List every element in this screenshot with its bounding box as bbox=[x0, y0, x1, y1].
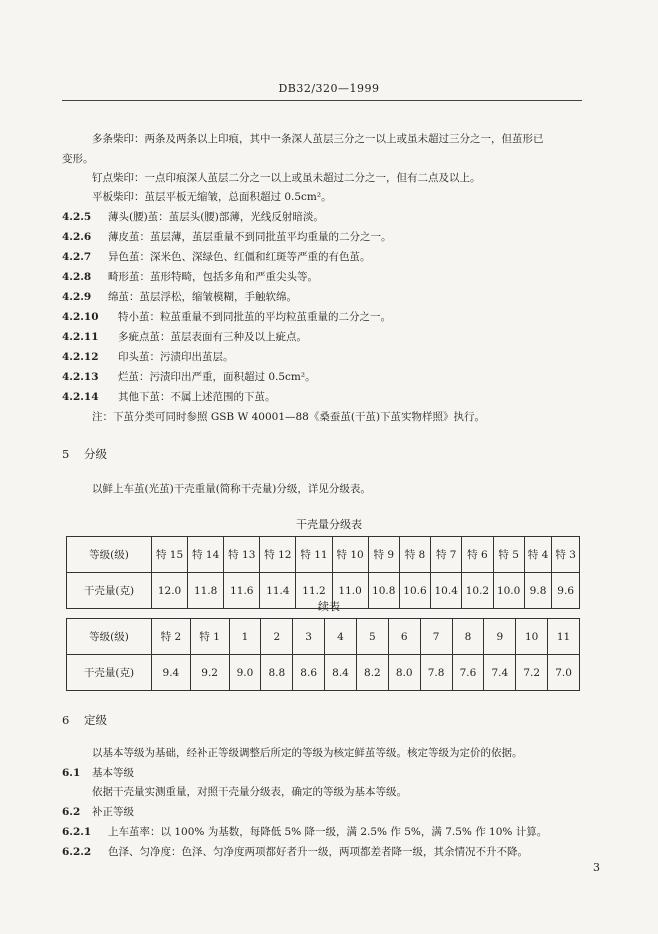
text-line: 依据干壳量实测重量，对照干壳量分级表，确定的等级为基本等级。 bbox=[92, 786, 407, 798]
table-cell: 8.2 bbox=[356, 655, 388, 691]
table-cell: 11.2 bbox=[296, 573, 332, 609]
table-cell: 7.0 bbox=[548, 655, 580, 691]
table-cell: 特 6 bbox=[462, 537, 493, 573]
table-caption: 续表 bbox=[318, 600, 340, 613]
table-cell: 特 13 bbox=[224, 537, 260, 573]
row-header: 干壳量(克) bbox=[67, 655, 152, 691]
item-number: 6.2.2 bbox=[62, 846, 92, 858]
table-cell: 9.4 bbox=[152, 655, 191, 691]
section-heading bbox=[62, 712, 107, 728]
item-number: 4.2.13 bbox=[62, 371, 99, 383]
table-cell: 特 3 bbox=[552, 537, 580, 573]
subsection-title: 补正等级 bbox=[92, 806, 134, 818]
list-item bbox=[62, 390, 276, 404]
table-cell: 1 bbox=[229, 619, 261, 655]
table-cell: 11.0 bbox=[332, 573, 368, 609]
item-number: 4.2.6 bbox=[62, 231, 92, 243]
table-cell: 10.0 bbox=[493, 573, 524, 609]
table-cell: 特 15 bbox=[152, 537, 188, 573]
table-cell: 特 8 bbox=[399, 537, 430, 573]
page-number: 3 bbox=[593, 861, 600, 874]
table-cell: 11.6 bbox=[224, 573, 260, 609]
header-rule bbox=[62, 100, 582, 101]
page-header: DB32/320—1999 bbox=[278, 82, 380, 95]
item-text: 其他下茧：不属上述范围的下茧。 bbox=[118, 391, 276, 403]
table-cell: 4 bbox=[325, 619, 357, 655]
subsection-number: 6.1 bbox=[62, 767, 81, 779]
text-line: 变形。 bbox=[62, 153, 94, 165]
table-cell: 特 11 bbox=[296, 537, 332, 573]
subsection-heading bbox=[62, 805, 134, 819]
grade-table-continued bbox=[66, 618, 580, 691]
table-cell: 8 bbox=[452, 619, 484, 655]
table-cell: 7.6 bbox=[452, 655, 484, 691]
text-line: 平板柴印：茧层平板无缩皱，总面积超过 0.5cm²。 bbox=[92, 191, 332, 203]
item-text: 色泽、匀净度：色泽、匀净度两项都好者升一级，两项都差者降一级，其余情况不升不降。 bbox=[108, 846, 528, 858]
row-header: 等级(级) bbox=[67, 619, 152, 655]
table-cell: 8.6 bbox=[293, 655, 325, 691]
item-text: 薄头(腰)茧：茧层头(腰)部薄，光线反射暗淡。 bbox=[108, 211, 324, 223]
table-cell: 10.8 bbox=[368, 573, 399, 609]
table-caption: 干壳量分级表 bbox=[296, 518, 362, 531]
list-item bbox=[62, 350, 234, 364]
list-item bbox=[62, 270, 318, 284]
section-number: 5 bbox=[62, 447, 70, 461]
table-cell: 6 bbox=[388, 619, 420, 655]
table-cell: 特 9 bbox=[368, 537, 399, 573]
list-item bbox=[62, 210, 324, 224]
table-cell: 特 2 bbox=[152, 619, 191, 655]
table-cell: 9.2 bbox=[190, 655, 229, 691]
section-title: 分级 bbox=[84, 447, 107, 461]
table-cell: 11 bbox=[548, 619, 580, 655]
item-number: 4.2.14 bbox=[62, 391, 99, 403]
table-cell: 9 bbox=[484, 619, 516, 655]
list-item bbox=[62, 825, 547, 839]
item-text: 印头茧：污渍印出茧层。 bbox=[118, 351, 234, 363]
list-item bbox=[62, 370, 316, 384]
table-cell: 特 4 bbox=[524, 537, 552, 573]
list-item bbox=[62, 290, 297, 304]
list-item bbox=[62, 330, 307, 344]
table-row bbox=[67, 619, 580, 655]
note: 注：下茧分类可同时参照 GSB W 40001—88《桑蚕茧(干茧)下茧实物样照》执行。 bbox=[92, 411, 486, 423]
table-cell: 8.8 bbox=[261, 655, 293, 691]
item-text: 烂茧：污渍印出严重，面积超过 0.5cm²。 bbox=[118, 371, 316, 383]
table-cell: 8.4 bbox=[325, 655, 357, 691]
item-number: 4.2.7 bbox=[62, 251, 92, 263]
text-line: 以鲜上车茧(光茧)干壳重量(简称干壳量)分级，详见分级表。 bbox=[92, 483, 371, 495]
item-text: 绵茧：茧层浮松，缩皱模糊，手触软绵。 bbox=[108, 291, 297, 303]
table-cell: 2 bbox=[261, 619, 293, 655]
table-cell: 9.6 bbox=[552, 573, 580, 609]
table-cell: 特 5 bbox=[493, 537, 524, 573]
item-number: 6.2.1 bbox=[62, 826, 92, 838]
text-line: 多条柴印：两条及两条以上印痕，其中一条深人茧层三分之一以上或虽未超过三分之一，但茧形已 bbox=[92, 133, 544, 145]
item-number: 4.2.8 bbox=[62, 271, 92, 283]
item-number: 4.2.12 bbox=[62, 351, 99, 363]
table-cell: 特 10 bbox=[332, 537, 368, 573]
table-cell: 特 12 bbox=[260, 537, 296, 573]
item-text: 薄皮茧：茧层薄，茧层重量不到同批茧平均重量的二分之一。 bbox=[108, 231, 392, 243]
row-header: 干壳量(克) bbox=[67, 573, 152, 609]
table-cell: 11.4 bbox=[260, 573, 296, 609]
text-line: 以基本等级为基础，经补正等级调整后所定的等级为核定鲜茧等级。核定等级为定价的依据。 bbox=[92, 747, 523, 759]
subsection-number: 6.2 bbox=[62, 806, 81, 818]
table-row bbox=[67, 537, 580, 573]
list-item bbox=[62, 250, 371, 264]
list-item bbox=[62, 845, 528, 859]
table-cell: 8.0 bbox=[388, 655, 420, 691]
table-cell: 特 1 bbox=[190, 619, 229, 655]
item-number: 4.2.5 bbox=[62, 211, 92, 223]
item-text: 上车茧率：以 100% 为基数，每降低 5% 降一级，满 2.5% 作 5%，满 7.5% 作 10% 计算。 bbox=[108, 826, 548, 838]
table-cell: 特 7 bbox=[431, 537, 462, 573]
item-text: 异色茧：深米色、深绿色、红僵和红斑等严重的有色茧。 bbox=[108, 251, 371, 263]
list-item bbox=[62, 230, 392, 244]
table-cell: 10 bbox=[516, 619, 548, 655]
table-cell: 7.8 bbox=[420, 655, 452, 691]
item-number: 4.2.9 bbox=[62, 291, 92, 303]
table-cell: 7.2 bbox=[516, 655, 548, 691]
table-cell: 特 14 bbox=[188, 537, 224, 573]
table-cell: 7.4 bbox=[484, 655, 516, 691]
table-row bbox=[67, 655, 580, 691]
section-title: 定级 bbox=[84, 713, 107, 727]
table-cell: 9.0 bbox=[229, 655, 261, 691]
table-cell: 9.8 bbox=[524, 573, 552, 609]
item-text: 畸形茧：茧形特畸，包括多角和严重尖头等。 bbox=[108, 271, 318, 283]
section-number: 6 bbox=[62, 713, 70, 727]
table-cell: 10.4 bbox=[431, 573, 462, 609]
text-line: 钉点柴印：一点印痕深人茧层二分之一以上或虽未超过二分之一，但有二点及以上。 bbox=[92, 172, 481, 184]
row-header: 等级(级) bbox=[67, 537, 152, 573]
table-cell: 10.6 bbox=[399, 573, 430, 609]
table-cell: 7 bbox=[420, 619, 452, 655]
table-cell: 10.2 bbox=[462, 573, 493, 609]
section-heading bbox=[62, 446, 107, 462]
table-cell: 3 bbox=[293, 619, 325, 655]
subsection-title: 基本等级 bbox=[92, 767, 134, 779]
item-number: 4.2.10 bbox=[62, 311, 99, 323]
table-cell: 11.8 bbox=[188, 573, 224, 609]
item-text: 多疵点茧：茧层表面有三种及以上疵点。 bbox=[118, 331, 307, 343]
table-cell: 5 bbox=[356, 619, 388, 655]
table-cell: 12.0 bbox=[152, 573, 188, 609]
list-item bbox=[62, 310, 391, 324]
subsection-heading bbox=[62, 766, 134, 780]
item-text: 特小茧：粒茧重量不到同批茧的平均粒茧重量的二分之一。 bbox=[118, 311, 391, 323]
item-number: 4.2.11 bbox=[62, 331, 99, 343]
